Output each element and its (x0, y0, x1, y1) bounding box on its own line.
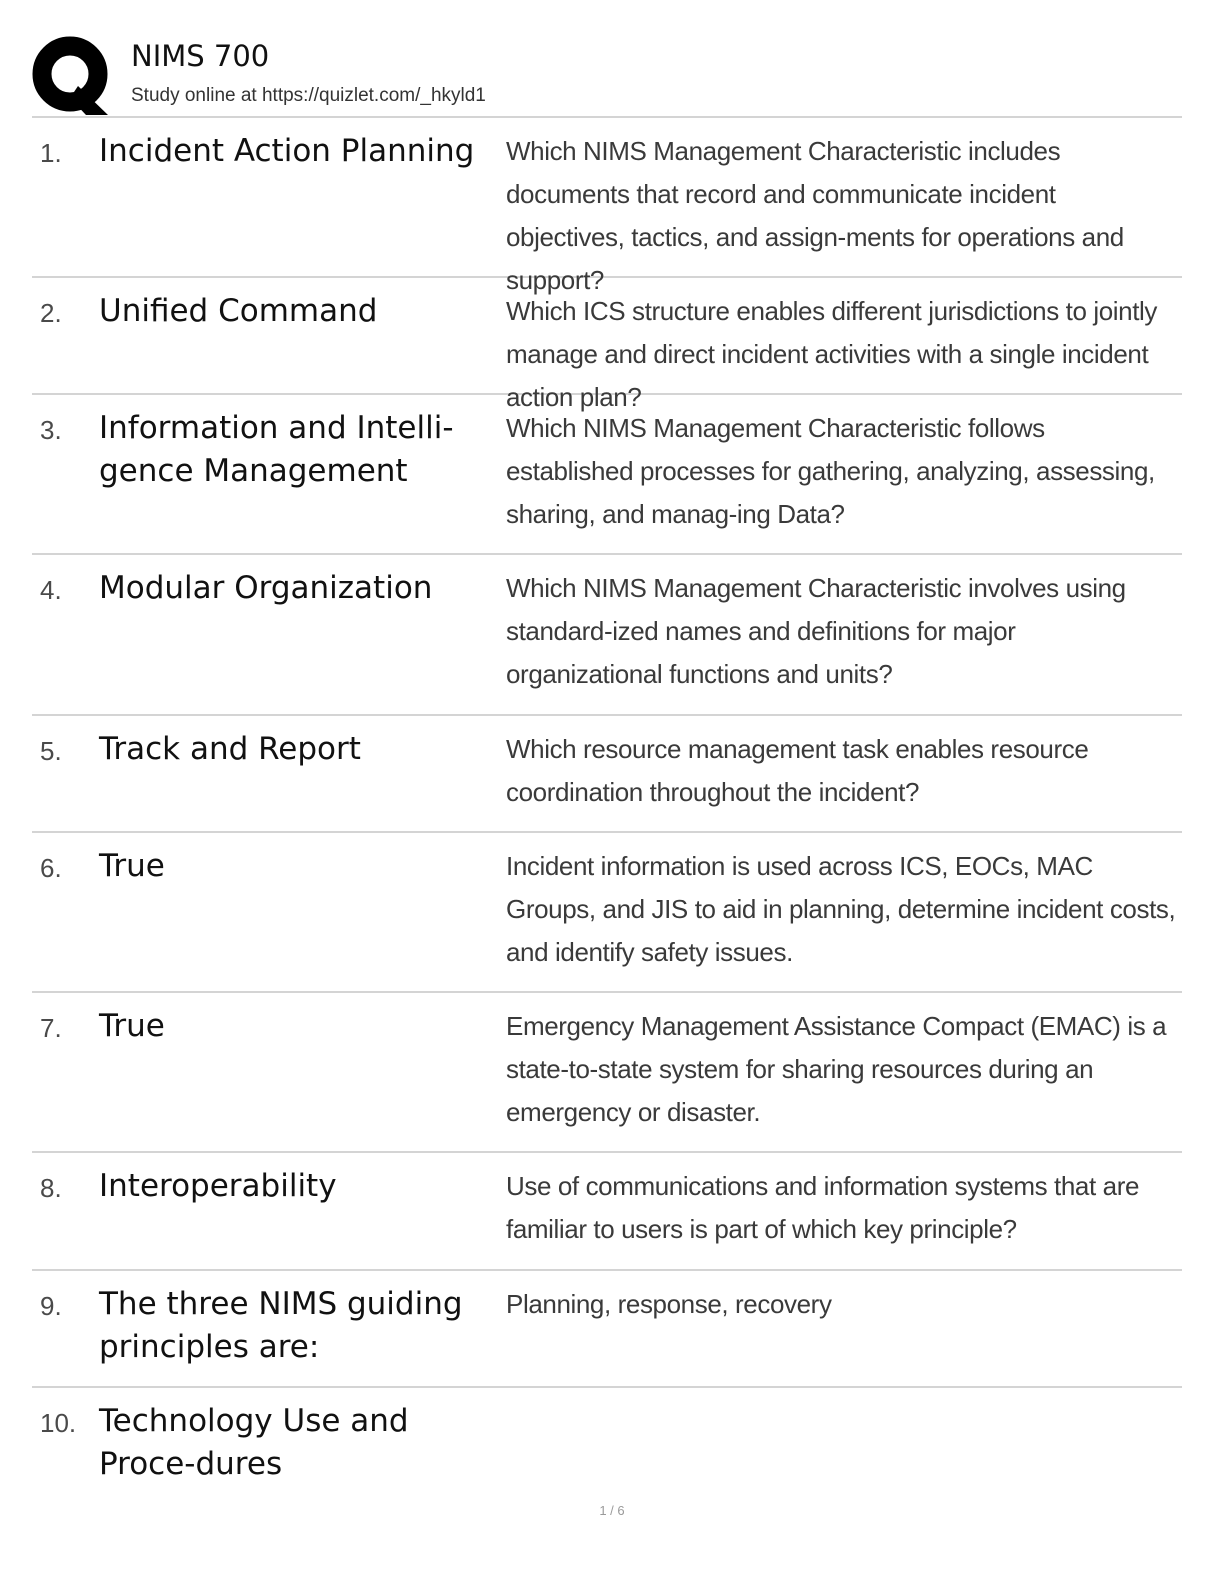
card-term: Incident Action Planning (99, 133, 475, 169)
card-definition: Emergency Management Assistance Compact (EMAC) is a state-to-state system for sharing resources during an emergency or disaster. (506, 1011, 1167, 1127)
flashcard-list (32, 118, 1182, 1498)
card-definition: Which NIMS Management Characteristic includes documents that record and communicate incident objectives, tactics, and assign-ments for operations and support? (506, 136, 1124, 295)
card-term: True (99, 1008, 165, 1044)
card-term: Track and Report (99, 731, 361, 767)
card-number: 9. (40, 1291, 62, 1321)
flashcard-row (32, 1153, 1182, 1271)
flashcard-row (32, 395, 1182, 555)
card-number: 5. (40, 736, 62, 766)
flashcard-row (32, 118, 1182, 295)
card-number: 3. (40, 415, 62, 445)
card-definition: Which NIMS Management Characteristic involves using standard-ized names and definitions for major organizational functions and units? (506, 573, 1126, 689)
card-term: Technology Use and Proce-dures (99, 1403, 409, 1482)
card-term: Interoperability (99, 1168, 337, 1204)
card-definition: Which ICS structure enables different jurisdictions to jointly manage and direct incident activities with a single incident action plan? (506, 296, 1158, 412)
card-definition: Which NIMS Management Characteristic follows established processes for gathering, analyzing, assessing, sharing, and manag-ing Data? (506, 413, 1155, 529)
card-number: 7. (40, 1013, 62, 1043)
card-number: 1. (40, 138, 62, 168)
card-number: 4. (40, 575, 62, 605)
card-term: Modular Organization (99, 570, 433, 606)
flashcard-row (32, 1388, 1182, 1498)
card-number: 6. (40, 853, 62, 883)
deck-title: NIMS 700 (131, 39, 270, 73)
flashcard-row (32, 716, 1182, 833)
card-term: Unified Command (99, 293, 378, 329)
card-definition: Incident information is used across ICS, EOCs, MAC Groups, and JIS to aid in planning, determine incident costs, and identify safety issues. (506, 851, 1176, 967)
flashcard-row (32, 1271, 1182, 1388)
study-online-link[interactable]: Study online at https://quizlet.com/_hkyld1 (131, 85, 486, 106)
card-definition: Which resource management task enables resource coordination throughout the incident? (506, 734, 1089, 807)
quizlet-q-logo-icon[interactable] (32, 36, 112, 116)
page-indicator: 1 / 6 (599, 1503, 625, 1518)
flashcard-row (32, 993, 1182, 1153)
card-number: 8. (40, 1173, 62, 1203)
flashcard-row (32, 555, 1182, 716)
flashcard-row (32, 278, 1182, 412)
card-term: The three NIMS guiding principles are: (99, 1286, 463, 1365)
flashcard-row (32, 833, 1182, 993)
card-term: True (99, 848, 165, 884)
card-term: Information and Intelli-gence Management (99, 410, 454, 489)
page-header (32, 32, 1182, 116)
card-definition: Planning, response, recovery (506, 1289, 832, 1319)
card-definition: Use of communications and information systems that are familiar to users is part of which key principle? (506, 1171, 1140, 1244)
card-number: 2. (40, 298, 62, 328)
card-number: 10. (40, 1408, 77, 1438)
